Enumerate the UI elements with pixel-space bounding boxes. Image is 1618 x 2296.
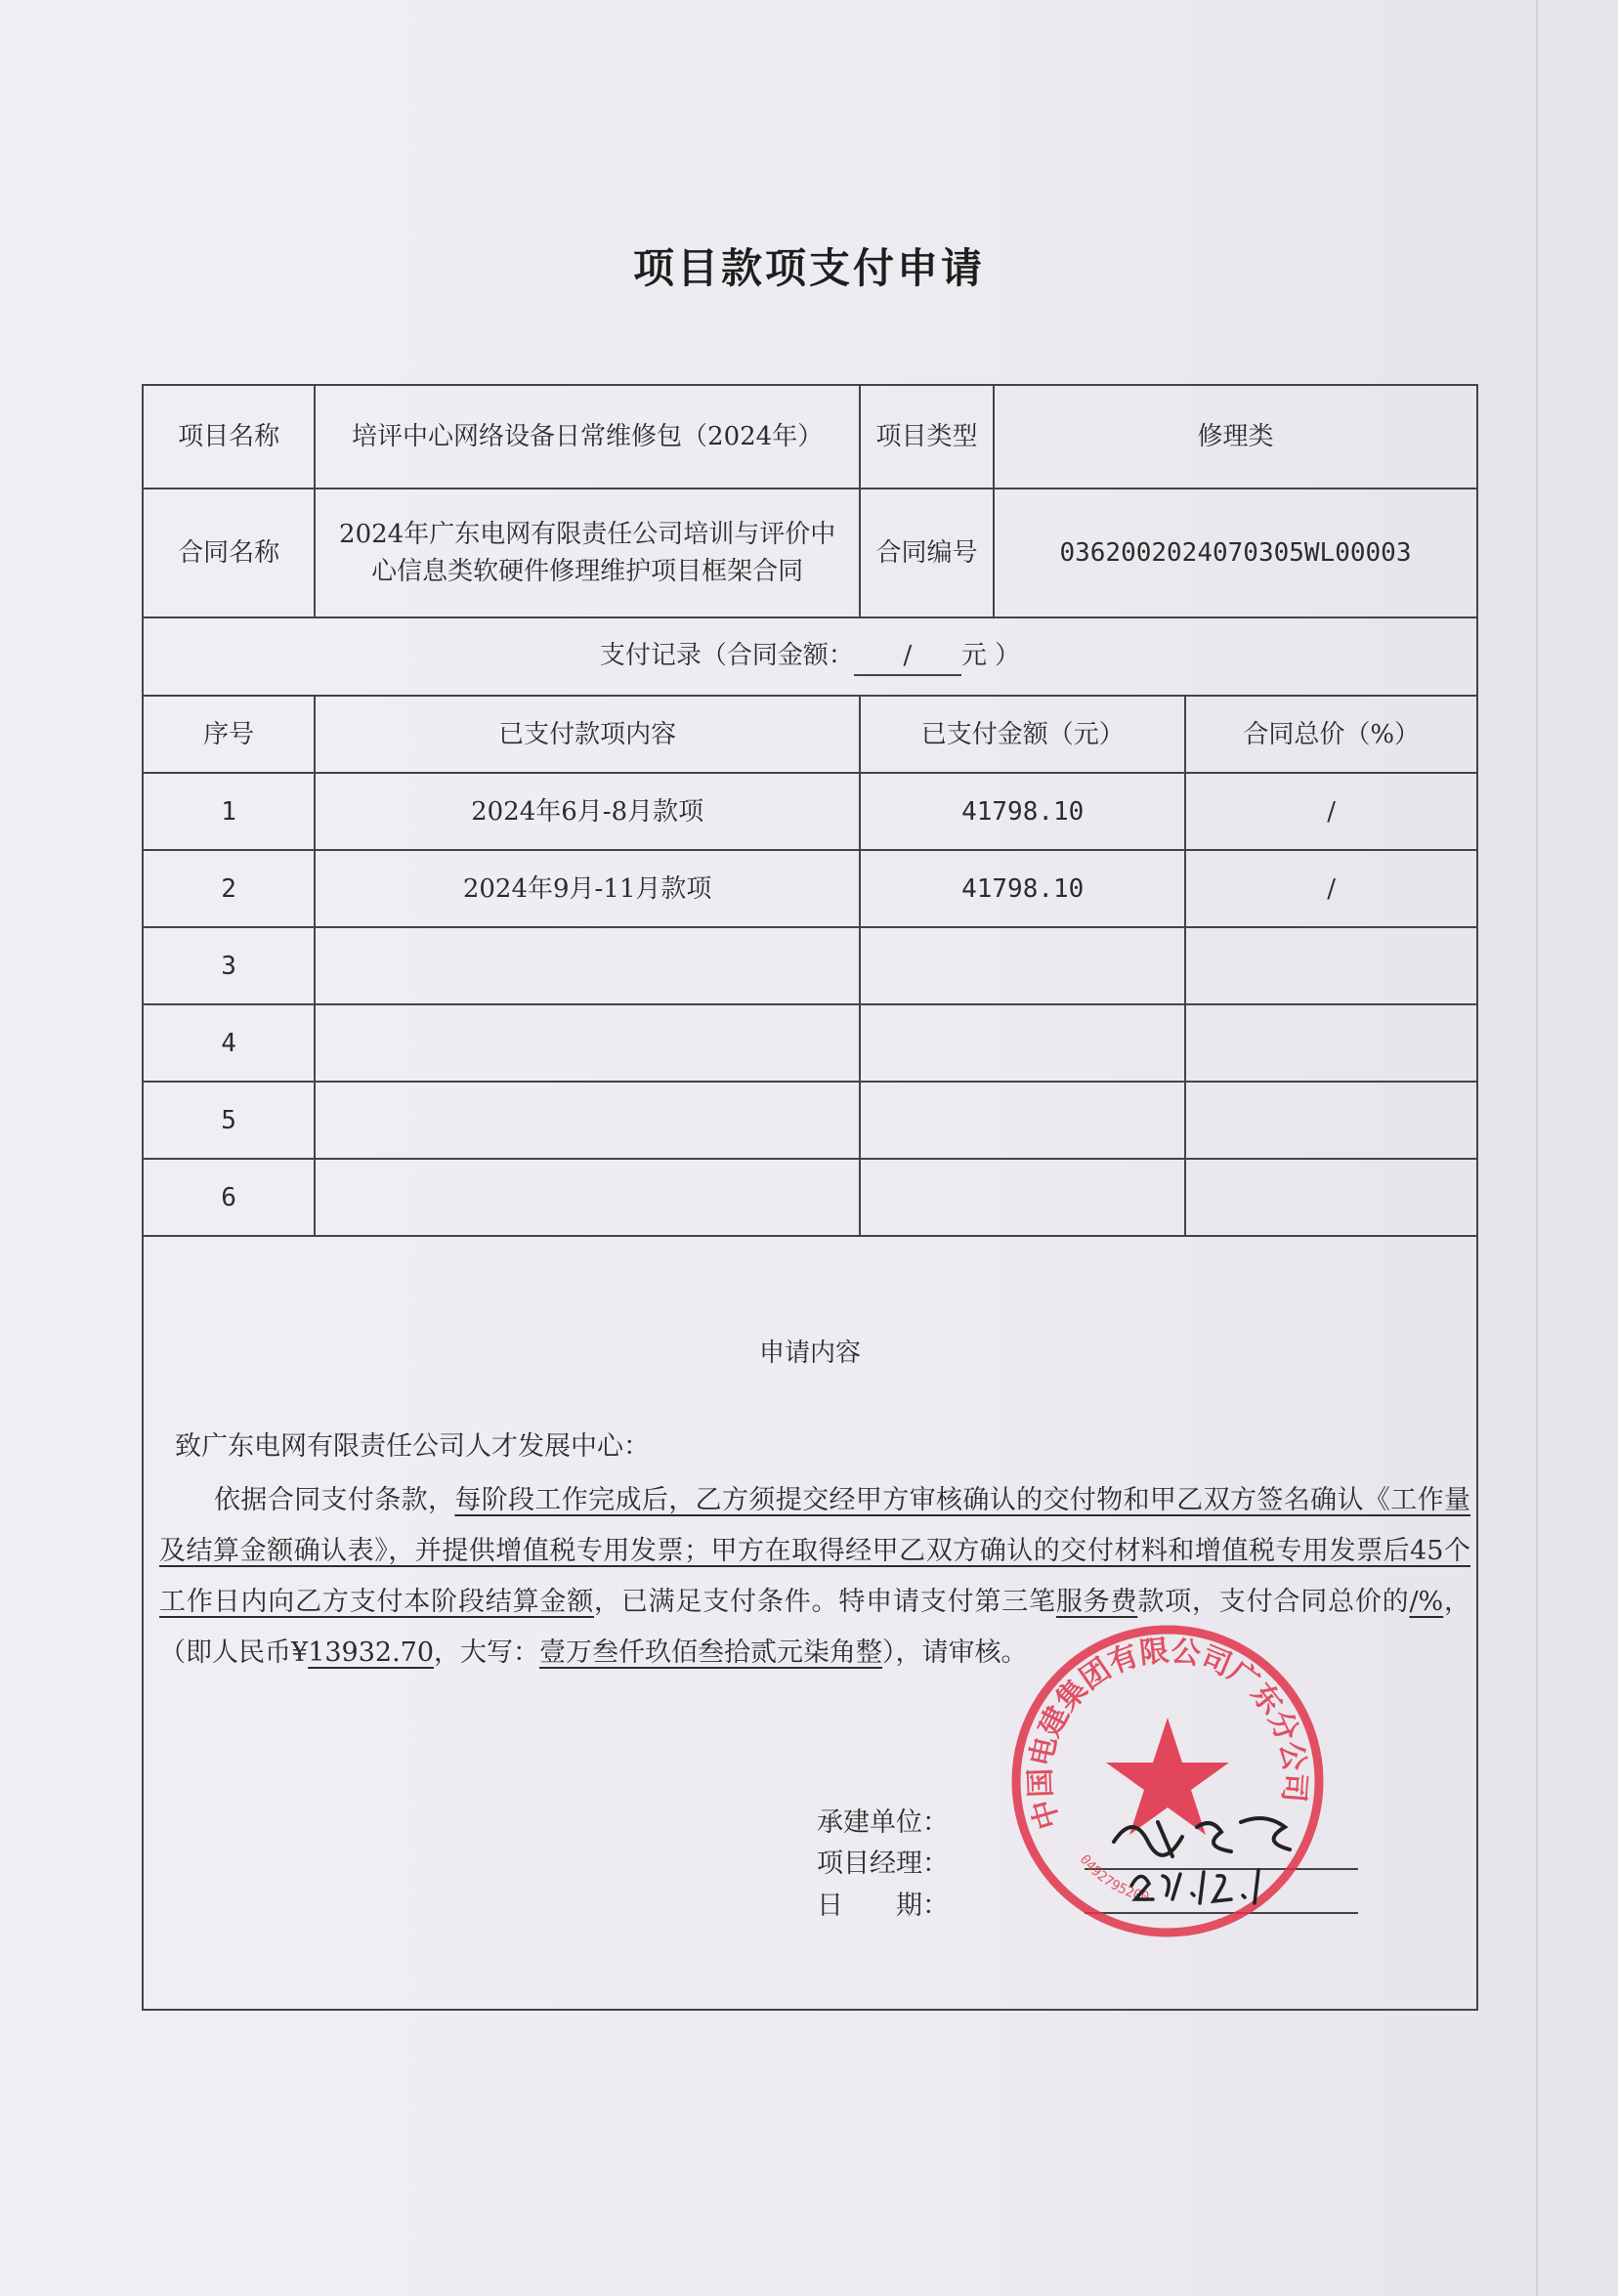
row-amount: 41798.10: [860, 773, 1185, 850]
row-content: 2024年9月-11月款项: [315, 850, 860, 927]
row-content: 2024年6月-8月款项: [315, 773, 860, 850]
header-content: 已支付款项内容: [315, 696, 860, 773]
row-content: [315, 1082, 860, 1159]
row-content: [315, 1159, 860, 1236]
row-no: 3: [143, 927, 315, 1004]
row-amount: [860, 927, 1185, 1004]
contract-name-line1: 2024年广东电网有限责任公司培训与评价中: [339, 520, 836, 549]
row-no: 4: [143, 1004, 315, 1082]
project-name-label: 项目名称: [143, 385, 315, 489]
payment-record-row: [143, 617, 1477, 696]
payment-header-row: [143, 696, 1477, 773]
scan-edge: [1536, 0, 1538, 2296]
table-row: [143, 927, 1477, 1004]
amount-in-words: 壹万叁仟玖佰叁拾贰元柒角整: [539, 1637, 883, 1668]
row-amount: 41798.10: [860, 850, 1185, 927]
table-row: [143, 1159, 1477, 1236]
body-part: ，（即人民币¥: [159, 1587, 1471, 1668]
row-no: 1: [143, 773, 315, 850]
row-content: [315, 927, 860, 1004]
row-percent: /: [1185, 773, 1477, 850]
payment-terms: 每阶段工作完成后，乙方须提交经甲方审核确认的交付物和甲乙双方签名确认《工作量及结算金额确认表》，并提供增值税专用发票；甲方在取得经甲乙双方确认的交付材料和增值税专用发票后45个工作日内向乙方支付本阶段结算金额: [159, 1485, 1471, 1617]
amount-value: 13932.70: [308, 1637, 435, 1668]
row-no: 2: [143, 850, 315, 927]
contract-row: [143, 489, 1477, 617]
table-row: [143, 1082, 1477, 1159]
row-content: [315, 1004, 860, 1082]
header-amount: 已支付金额（元）: [860, 696, 1185, 773]
salutation: 致广东电网有限责任公司人才发展中心：: [175, 1431, 650, 1462]
header-no: 序号: [143, 696, 315, 773]
fee-type: 服务费: [1055, 1587, 1138, 1617]
row-percent: [1185, 1082, 1477, 1159]
manager-label: 项目经理：: [817, 1849, 949, 1879]
body-part: ，已满足支付条件。特申请支付第三笔: [594, 1587, 1056, 1617]
seal-code: 0492795200: [1076, 1851, 1151, 1906]
table-row: [143, 773, 1477, 850]
project-name-value: 培评中心网络设备日常维修包（2024年）: [315, 385, 860, 489]
row-no: 6: [143, 1159, 315, 1236]
body-part: 款项，支付合同总价的: [1137, 1587, 1410, 1617]
unit-label: 承建单位：: [817, 1807, 949, 1838]
body-part: ，大写：: [434, 1637, 540, 1668]
project-type-value: 修理类: [994, 385, 1477, 489]
body-part: 依据合同支付条款，: [214, 1485, 455, 1515]
row-percent: [1185, 927, 1477, 1004]
row-no: 5: [143, 1082, 315, 1159]
document-title: 项目款项支付申请: [632, 244, 985, 292]
header-percent: 合同总价（%）: [1185, 696, 1477, 773]
row-amount: [860, 1082, 1185, 1159]
application-heading: 申请内容: [758, 1339, 861, 1368]
contract-no-label: 合同编号: [860, 489, 994, 617]
table-row: [143, 850, 1477, 927]
seal-text: 中国电建集团有限公司广东分公司: [1023, 1634, 1312, 1833]
percent-value: /%: [1409, 1587, 1444, 1617]
project-type-label: 项目类型: [860, 385, 994, 489]
row-amount: [860, 1004, 1185, 1082]
payment-record-heading: [143, 617, 1477, 696]
row-percent: /: [1185, 850, 1477, 927]
row-percent: [1185, 1004, 1477, 1082]
date-label: 日 期：: [817, 1891, 949, 1921]
contract-name-label: 合同名称: [143, 489, 315, 617]
row-percent: [1185, 1159, 1477, 1236]
project-row: [143, 385, 1477, 489]
payment-record-prefix: 支付记录（合同金额：: [599, 641, 854, 670]
contract-name-line2: 心信息类软硬件修理维护项目框架合同: [371, 557, 804, 586]
body-part: ），请审核。: [882, 1637, 1028, 1668]
contract-name-value: [315, 489, 860, 617]
row-amount: [860, 1159, 1185, 1236]
payment-record-suffix: 元 ）: [960, 641, 1021, 670]
table-row: [143, 1004, 1477, 1082]
handwritten-date: [1124, 1856, 1280, 1911]
contract-amount-value: /: [854, 637, 961, 676]
contract-no-value: 036200202407030​5WL00003: [994, 489, 1477, 617]
